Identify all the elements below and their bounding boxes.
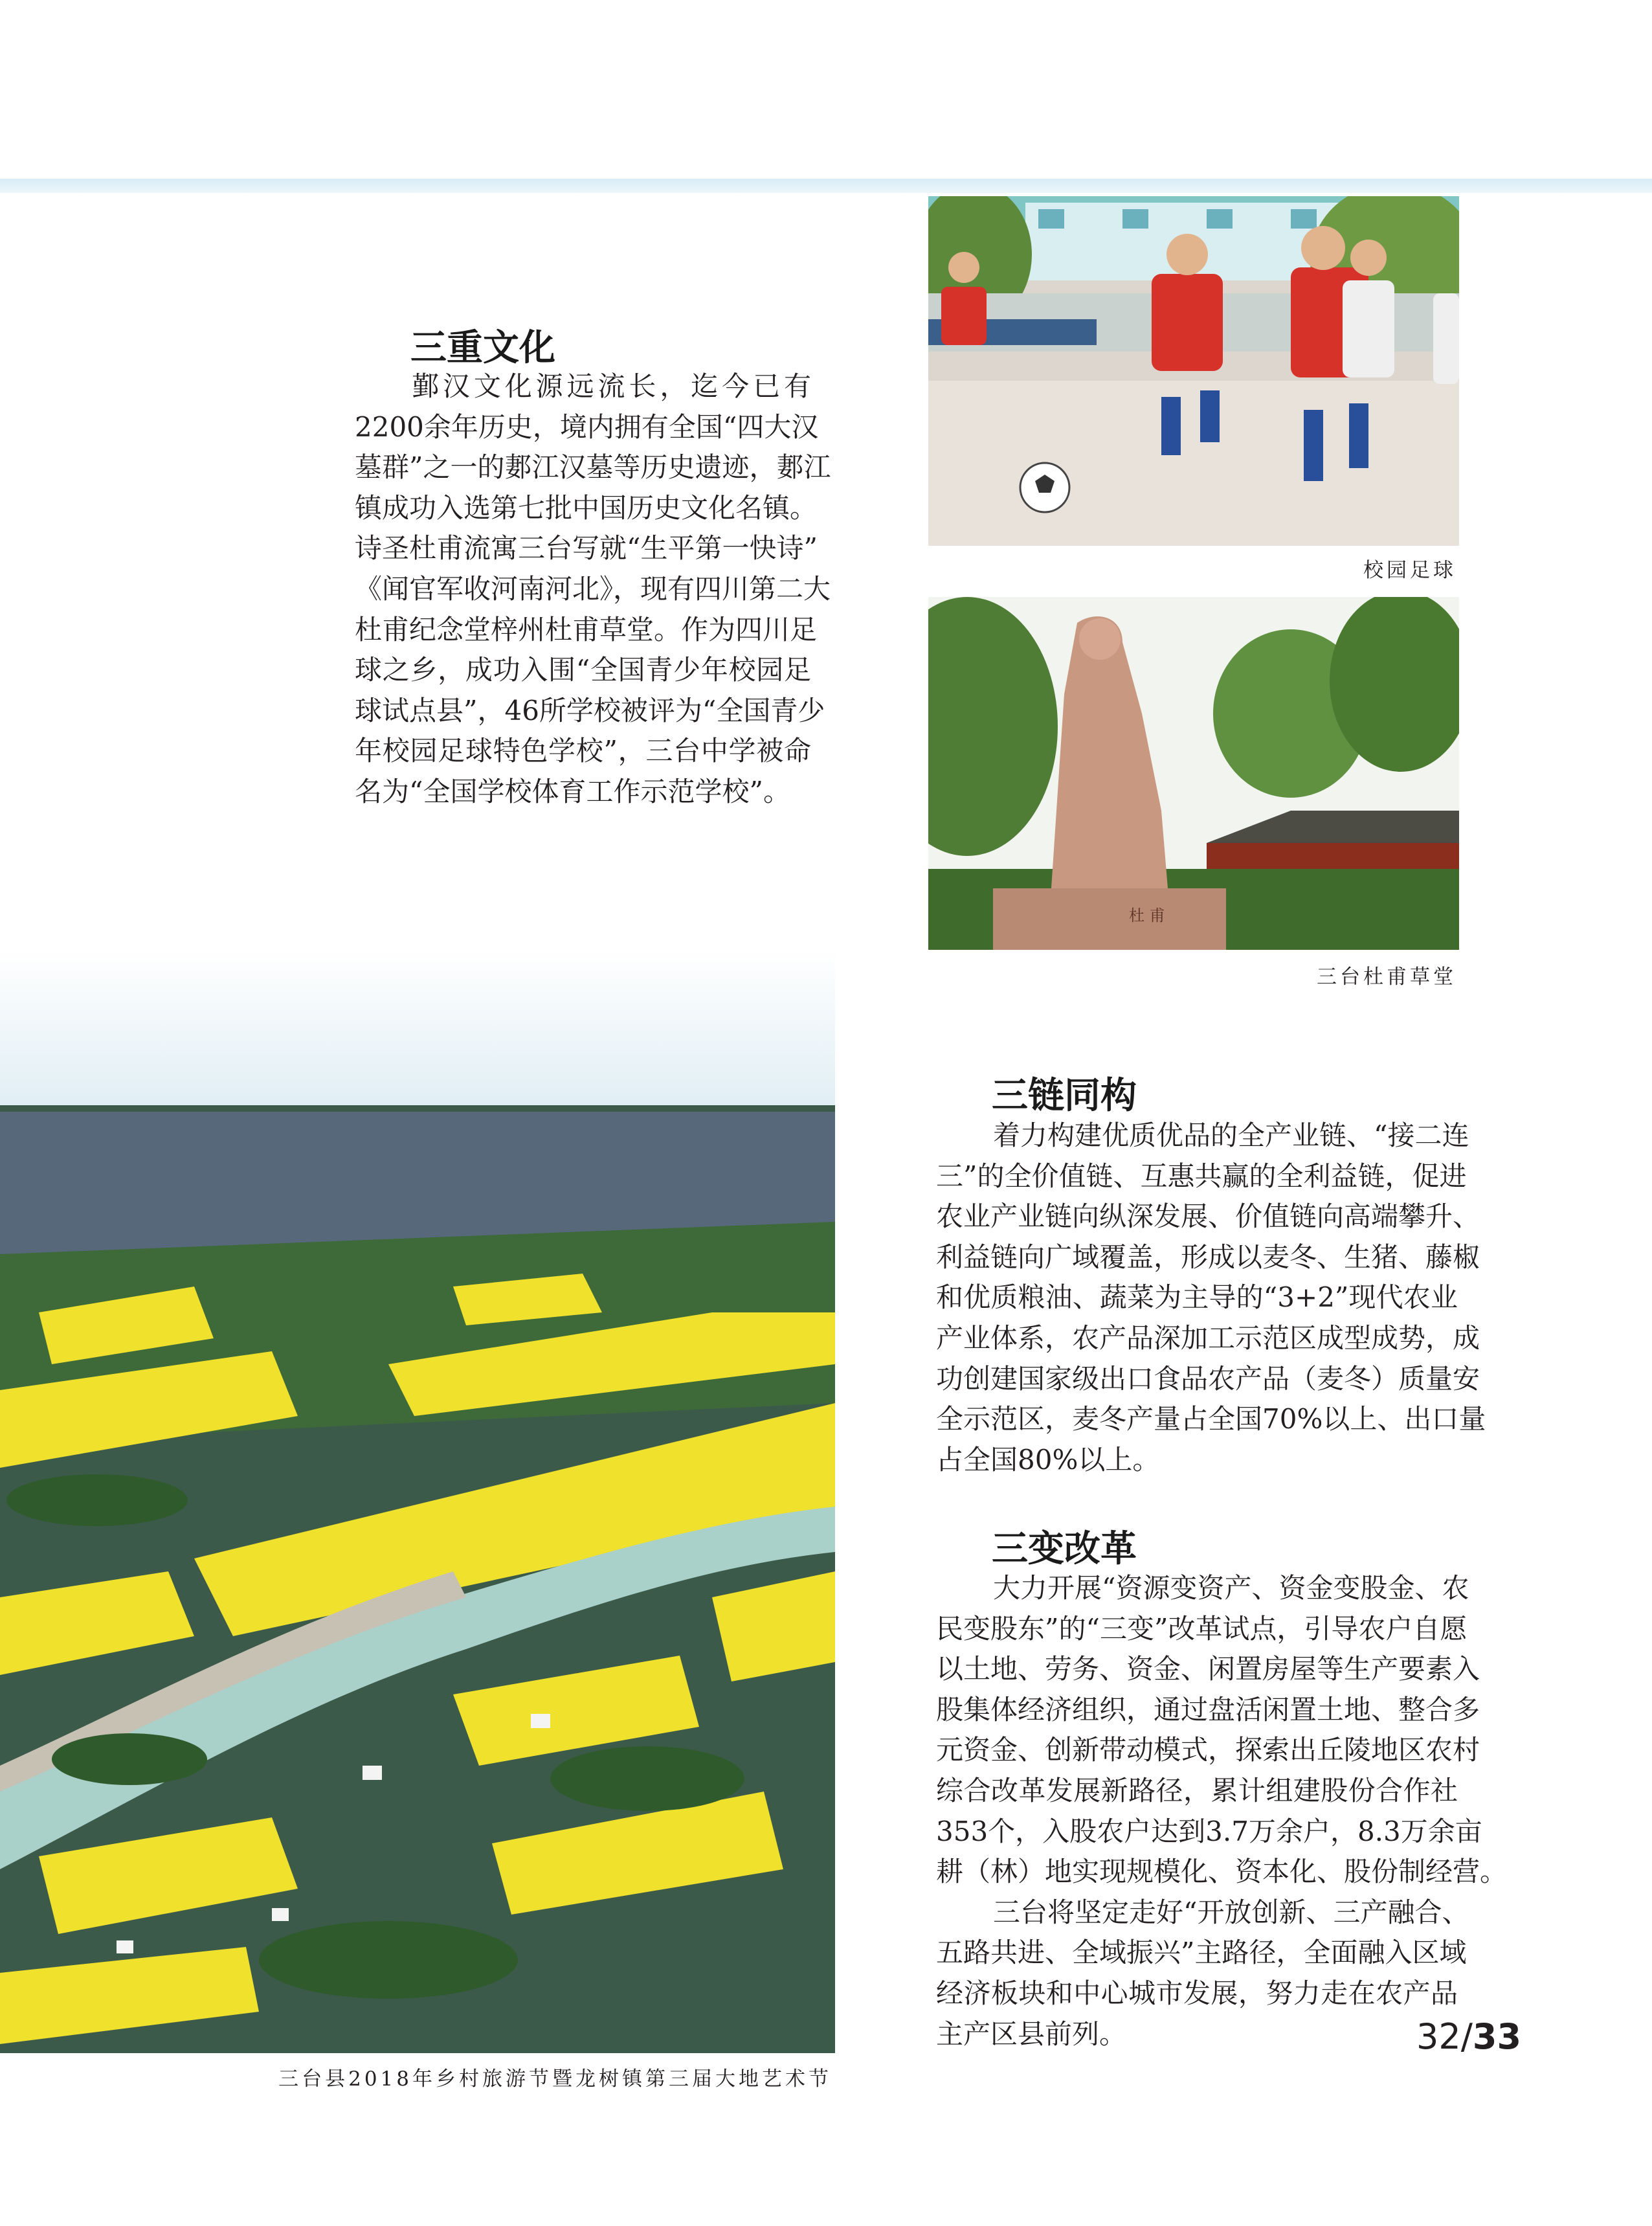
reform-line: 三台将坚定走好“开放创新、三产融合、 (993, 1896, 1469, 1928)
chain-line: 利益链向广域覆盖，形成以麦冬、生猪、藤椒 (936, 1241, 1480, 1273)
aerial-rapeseed-photo (0, 950, 835, 2053)
dufu-photo-caption: 三台杜甫草堂 (1317, 965, 1457, 989)
aerial-photo-caption: 三台县2018年乡村旅游节暨龙树镇第三届大地艺术节 (278, 2067, 832, 2091)
reform-line: 以土地、劳务、资金、闲置房屋等生产要素入 (936, 1653, 1480, 1685)
soccer-photo (928, 196, 1459, 546)
culture-line: 诗圣杜甫流寓三台写就“生平第一快诗” (355, 532, 818, 565)
chain-line: 农业产业链向纵深发展、价值链向高端攀升、 (936, 1200, 1480, 1233)
reform-line: 综合改革发展新路径，累计组建股份合作社 (936, 1774, 1458, 1806)
chain-line: 功创建国家级出口食品农产品（麦冬）质量安 (936, 1362, 1480, 1395)
reform-line: 股集体经济组织，通过盘活闲置土地、整合多 (936, 1693, 1480, 1726)
chain-line: 三”的全价值链、互惠共赢的全利益链，促进 (936, 1160, 1467, 1192)
reform-heading: 三变改革 (992, 1528, 1137, 1570)
page-number (1416, 2016, 1521, 2057)
reform-line: 耕（林）地实现规模化、资本化、股份制经营。 (936, 1856, 1508, 1888)
culture-line: 球试点县”，46所学校被评为“全国青少 (355, 694, 825, 726)
dufu-pedestal-text: 杜 甫 (1129, 906, 1165, 925)
reform-line: 主产区县前列。 (936, 2018, 1127, 2050)
dufu-statue-photo (928, 597, 1459, 950)
reform-line: 五路共进、全域振兴”主路径，全面融入区域 (936, 1937, 1467, 1969)
chain-line: 产业体系，农产品深加工示范区成型成势，成 (936, 1321, 1480, 1354)
soccer-photo-caption: 校园足球 (1363, 559, 1457, 582)
culture-line: 年校园足球特色学校”，三台中学被命 (355, 735, 811, 767)
reform-line: 元资金、创新带动模式，探索出丘陵地区农村 (936, 1734, 1480, 1766)
reform-line: 民变股东”的“三变”改革试点，引导农户自愿 (936, 1612, 1468, 1645)
chain-line: 全示范区，麦冬产量占全国70%以上、出口量 (936, 1403, 1486, 1435)
chain-line: 着力构建优质优品的全产业链、“接二连 (993, 1119, 1469, 1151)
reform-line: 353个，入股农户达到3.7万余户，8.3万余亩 (936, 1815, 1482, 1847)
culture-paragraph (355, 366, 831, 813)
chain-line: 占全国80%以上。 (936, 1443, 1160, 1476)
culture-line: 名为“全国学校体育工作示范学校”。 (355, 775, 790, 807)
culture-heading: 三重文化 (410, 327, 555, 369)
culture-line: 球之乡，成功入围“全国青少年校园足 (355, 654, 811, 686)
culture-line: 《闻官军收河南河北》，现有四川第二大 (355, 572, 831, 605)
culture-line: 杜甫纪念堂梓州杜甫草堂。作为四川足 (355, 613, 818, 646)
chain-paragraph (936, 1116, 1486, 1480)
chain-heading: 三链同构 (992, 1075, 1137, 1117)
chain-line: 和优质粮油、蔬菜为主导的“3+2”现代农业 (936, 1281, 1458, 1314)
culture-line: 2200余年历史，境内拥有全国“四大汉 (355, 410, 819, 443)
reform-line: 大力开展“资源变资产、资金变股金、农 (993, 1572, 1469, 1604)
culture-line: 镇成功入选第七批中国历史文化名镇。 (355, 491, 818, 524)
page-number-left: 32/ (1416, 2016, 1473, 2057)
reform-line: 经济板块和中心城市发展，努力走在农产品 (936, 1977, 1458, 2009)
culture-line: 墓群”之一的郪江汉墓等历史遗迹，郪江 (355, 451, 831, 484)
top-accent-band (0, 179, 1652, 193)
culture-line: 鄞汉文化源远流长，迄今已有 (412, 370, 811, 402)
page-number-right: 33 (1472, 2016, 1522, 2057)
